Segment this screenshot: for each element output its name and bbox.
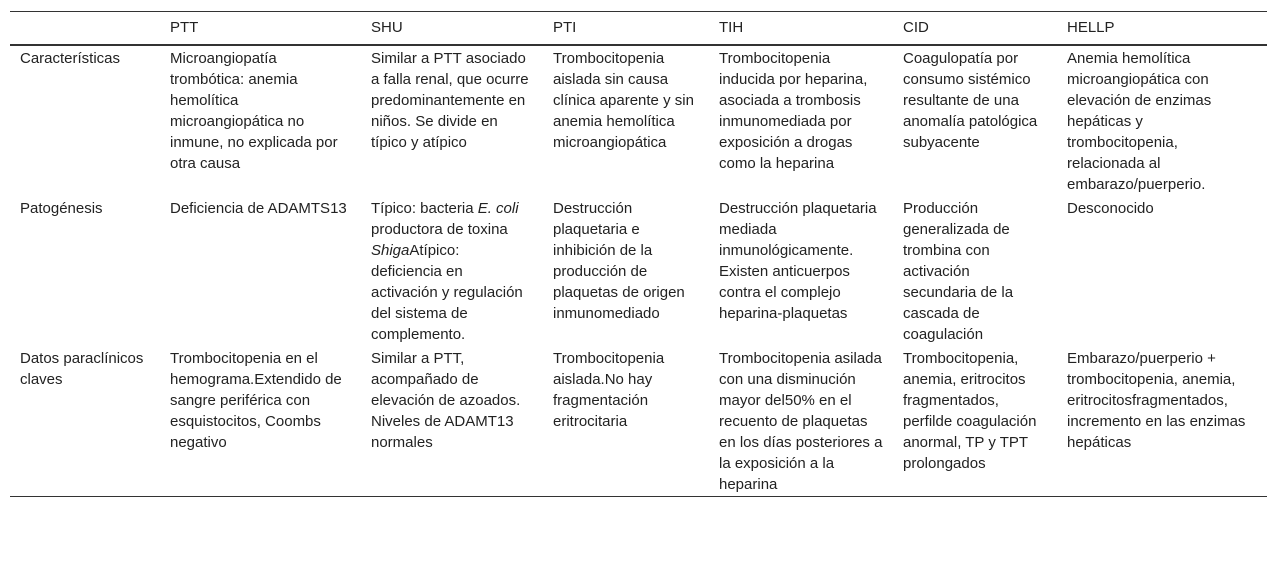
cell-text: productora de toxina bbox=[371, 221, 508, 238]
header-cell-cid: CID bbox=[903, 19, 929, 36]
header-cell-pti: PTI bbox=[553, 19, 577, 36]
comparison-table-container bbox=[10, 11, 1267, 497]
header-cell-shu: SHU bbox=[371, 19, 403, 36]
table-cell: Trombocitopenia en el hemograma.Extendido de sangre periférica con esquistocitos, Coombs negativo bbox=[170, 350, 342, 451]
header-cell-tih: TIH bbox=[719, 19, 744, 36]
cell-text-italic: E. coli bbox=[477, 200, 519, 217]
header-cell-ptt: PTT bbox=[170, 19, 199, 36]
table-cell: Trombocitopenia aislada.No hay fragmentación eritrocitaria bbox=[553, 350, 665, 430]
header-cell-empty bbox=[10, 12, 160, 46]
table-cell: Trombocitopenia asilada con una disminución mayor del50% en el recuento de plaquetas en los días posteriores a la exposición a la heparina bbox=[719, 350, 883, 493]
table-cell: Desconocido bbox=[1067, 200, 1154, 217]
table-cell: Similar a PTT asociado a falla renal, que ocurre predominantemente en niños. Se divide en típico y atípico bbox=[371, 50, 529, 151]
table-cell-shu-patogenesis bbox=[361, 196, 543, 346]
comparison-table bbox=[10, 11, 1267, 497]
cell-text: Atípico: deficiencia en activación y regulación del sistema de complemento. bbox=[371, 242, 523, 343]
table-cell: Anemia hemolítica microangiopática con elevación de enzimas hepáticas y trombocitopenia, relacionada al embarazo/puerperio. bbox=[1067, 50, 1212, 193]
table-cell: Embarazo/puerperio + trombocitopenia, anemia, eritrocitosfragmentados, incremento en las enzimas hepáticas bbox=[1067, 350, 1246, 451]
table-row-datos-paraclinicos bbox=[10, 346, 1267, 497]
row-label: Características bbox=[20, 50, 121, 67]
table-row-caracteristicas bbox=[10, 45, 1267, 196]
row-label: Datos paraclínicos claves bbox=[20, 350, 144, 388]
table-cell: Destrucción plaquetaria e inhibición de la producción de plaquetas de origen inmunomediado bbox=[553, 200, 685, 322]
header-cell-hellp: HELLP bbox=[1067, 19, 1115, 36]
table-cell: Microangiopatía trombótica: anemia hemolítica microangiopática no inmune, no explicada por otra causa bbox=[170, 50, 338, 172]
cell-text-italic: Shiga bbox=[371, 242, 410, 259]
table-cell: Trombocitopenia, anemia, eritrocitos fragmentados, perfilde coagulación anormal, TP y TPT prolongados bbox=[903, 350, 1037, 472]
table-cell: Coagulopatía por consumo sistémico resultante de una anomalía patológica subyacente bbox=[903, 50, 1038, 151]
table-cell: Trombocitopenia aislada sin causa clínica aparente y sin anemia hemolítica microangiopática bbox=[553, 50, 694, 151]
row-label: Patogénesis bbox=[20, 200, 103, 217]
cell-text: Típico: bacteria bbox=[371, 200, 478, 217]
table-cell: Producción generalizada de trombina con activación secundaria de la cascada de coagulación bbox=[903, 200, 1014, 343]
table-row-patogenesis bbox=[10, 196, 1267, 346]
table-cell: Deficiencia de ADAMTS13 bbox=[170, 200, 347, 217]
table-header-row bbox=[10, 12, 1267, 46]
table-cell: Trombocitopenia inducida por heparina, asociada a trombosis inmunomediada por exposición a drogas como la heparina bbox=[719, 50, 868, 172]
table-cell: Destrucción plaquetaria mediada inmunológicamente. Existen anticuerpos contra el complejo heparina-plaquetas bbox=[719, 200, 877, 322]
table-cell: Similar a PTT, acompañado de elevación de azoados. Niveles de ADAMT13 normales bbox=[371, 350, 521, 451]
